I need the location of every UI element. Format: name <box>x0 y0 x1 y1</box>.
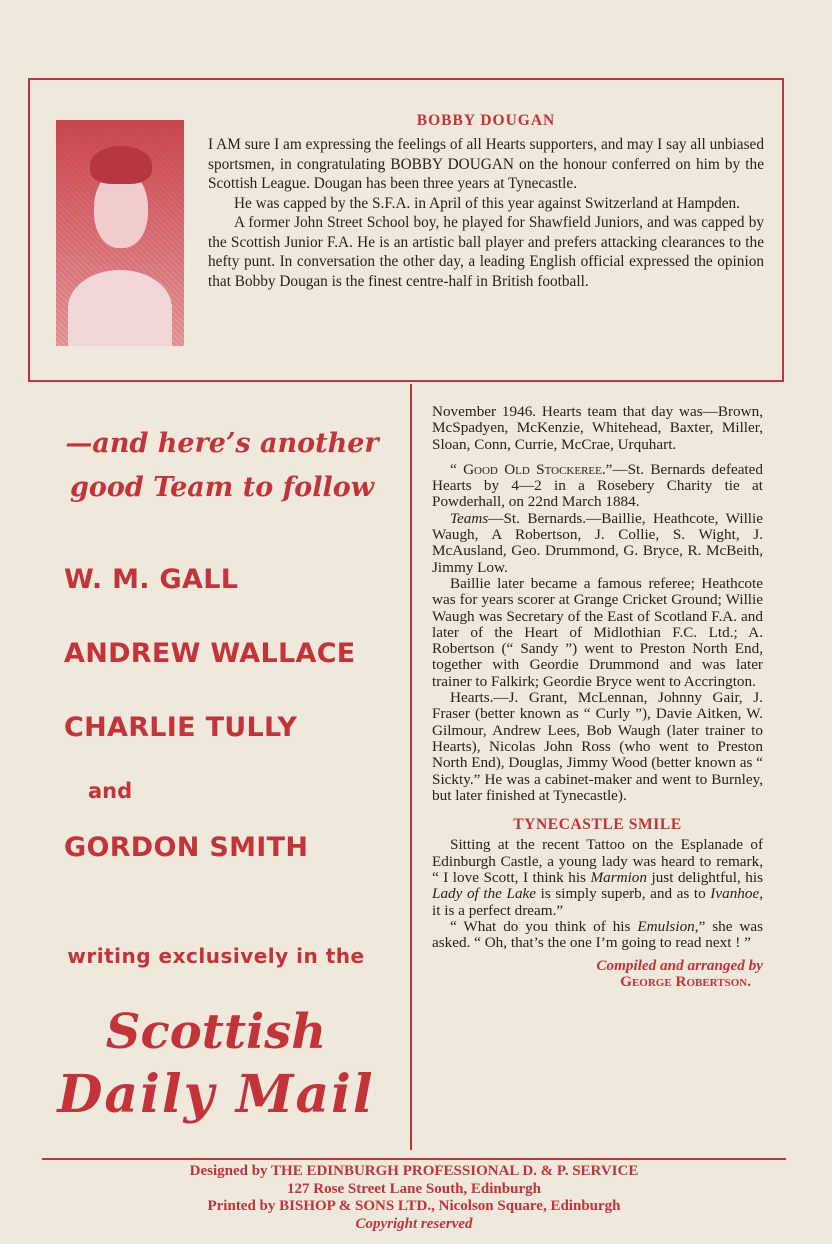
imprint-footer <box>42 1163 786 1233</box>
smile-paragraph <box>432 919 763 952</box>
masthead-daily-mail: Daily Mail <box>57 1064 375 1125</box>
credit-author: George Robertson. <box>620 972 751 990</box>
credit-line: Compiled and arranged by <box>596 956 763 974</box>
article-paragraph <box>432 462 763 511</box>
article-quote: Good Old Stockeree <box>463 460 602 478</box>
feature-paragraph: He was capped by the S.F.A. in April of this year against Switzerland at Hampden. <box>234 194 741 212</box>
tagline-line: —and here’s another <box>65 428 379 459</box>
writer-name: CHARLIE TULLY <box>64 712 298 743</box>
emulsion-word: Emulsion <box>637 917 695 935</box>
teams-label: Teams <box>450 509 489 527</box>
footer-rule <box>42 1158 786 1160</box>
writer-name: W. M. GALL <box>64 564 239 595</box>
writer-name: ANDREW WALLACE <box>64 638 356 669</box>
smile-text: , it is a perfect dream.” <box>432 885 764 919</box>
smile-text: just delightful, his <box>647 869 764 887</box>
writing-line: writing exclusively in the <box>67 944 365 968</box>
quote-open: “ <box>450 460 464 478</box>
smile-text: “ What do you think of his <box>450 917 638 935</box>
article-paragraph: November 1946. Hearts team that day was—Brown, McSpadyen, McKenzie, Whitehead, Baxter, Miller, Sloan, Conn, Currie, McCrae, Urquhart. <box>432 403 763 453</box>
smile-text: Sitting at the recent Tattoo on the Esplanade of Edinburgh Castle, a young lady was heard to remark, “ I love Scott, I think his <box>432 836 763 887</box>
book-title: Marmion <box>590 869 647 887</box>
tagline-line: good Team to follow <box>69 472 375 503</box>
newspaper-advert <box>30 384 402 1150</box>
article-text: .”—St. Bernards defeated Hearts by 4—2 in a Rosebery Charity tie at Powderhall, on 22nd March 1884. <box>432 460 763 511</box>
masthead-scottish: Scottish <box>105 1004 327 1060</box>
imprint-designer: Designed by THE EDINBURGH PROFESSIONAL D. & P. SERVICE <box>189 1163 639 1179</box>
copyright-note: Copyright reserved <box>355 1215 473 1232</box>
photo-shirt <box>68 270 172 346</box>
feature-title: BOBBY DOUGAN <box>416 112 556 129</box>
article-text: —St. Bernards.—Baillie, Heathcote, Willie Waugh, A Robertson, J. Collie, S. Wight, J. McAusland, Geo. Drummond, G. Bryce, R. McBeith, Jimmy Low. <box>432 509 763 576</box>
smile-title: TYNECASTLE SMILE <box>513 816 682 834</box>
imprint-address: 127 Rose Street Lane South, Edinburgh <box>287 1180 541 1197</box>
smile-text: is simply superb, and as to <box>536 885 711 903</box>
column-divider <box>410 384 412 1150</box>
book-title: Ivanhoe <box>710 885 760 903</box>
history-article <box>432 404 763 990</box>
smile-text: ,” she was asked. “ Oh, that’s the one I’m going to read next ! ” <box>432 917 764 952</box>
player-photo <box>56 120 184 346</box>
feature-body <box>208 135 764 291</box>
smile-paragraph <box>432 837 763 918</box>
and-label: and <box>88 779 133 803</box>
photo-hair <box>90 146 152 184</box>
feature-box <box>28 78 784 382</box>
article-paragraph: Baillie later became a famous referee; Heathcote was for years scorer at Grange Cricket Ground; Willie Waugh was Secretary of the East of Scotland F.A. and later of the Heart of Midlothian F.C. Ltd.; A. Robertson (“ Sandy ”) went to Preston North End, together with Geordie Drummond and was later trainer to Falkirk; Geordie Bryce went to Accrington. <box>432 574 763 690</box>
article-paragraph <box>432 511 763 576</box>
imprint-printer: Printed by BISHOP & SONS LTD., Nicolson Square, Edinburgh <box>207 1198 621 1214</box>
writer-name: GORDON SMITH <box>64 832 309 863</box>
feature-paragraph: A former John Street School boy, he played for Shawfield Juniors, and was capped by the Scottish Junior F.A. He is an artistic ball player and prefers attacking clearances to the hefty punt. In conversation the other day, a leading English official expressed the opinion that Bobby Dougan is the finest centre-half in British football. <box>208 214 764 290</box>
feature-paragraph: I AM sure I am expressing the feelings of all Hearts supporters, and may I say all unbiased sportsmen, in congratulating BOBBY DOUGAN on the honour conferred on him by the Scottish League. Dougan has been three years at Tynecastle. <box>208 136 764 192</box>
book-title: Lady of the Lake <box>432 885 537 903</box>
article-paragraph: Hearts.—J. Grant, McLennan, Johnny Gair, J. Fraser (better known as “ Curly ”), Davie Aitken, W. Gilmour, Andrew Lees, Bob Waugh (later trainer to Hearts), Nicolas John Ross (who went to Preston North End), Douglas, Jimmy Wood (better known as “ Sickty.” He was a cabinet-maker and went to Burnley, but later finished at Tynecastle). <box>432 689 763 804</box>
advert-tagline <box>42 422 402 510</box>
